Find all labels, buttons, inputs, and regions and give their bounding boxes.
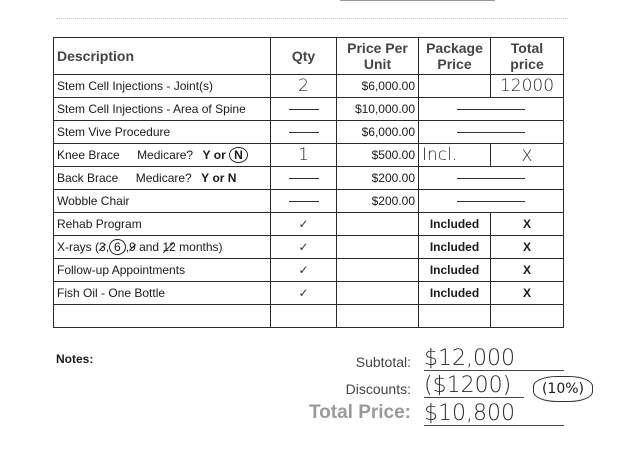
price-table <box>53 37 564 328</box>
dotted-rule <box>56 18 568 19</box>
table-header-row <box>54 38 564 75</box>
row-qty[interactable]: 2 <box>271 75 337 98</box>
medicare-no-circled[interactable]: N <box>229 147 248 163</box>
row-description: Stem Cell Injections - Area of Spine <box>54 98 271 121</box>
row-qty-check[interactable]: ✓ <box>271 213 337 236</box>
total-price-value[interactable]: $10,800 <box>424 403 564 426</box>
row-total: X <box>491 213 564 236</box>
row-package: Included <box>419 213 491 236</box>
discounts-value[interactable]: ($1200) <box>424 375 524 398</box>
row-description <box>54 144 271 167</box>
table-row <box>54 190 564 213</box>
row-qty-check[interactable]: ✓ <box>271 236 337 259</box>
item-name: Knee Brace <box>57 148 120 162</box>
table-row <box>54 121 564 144</box>
qty-dash <box>289 132 319 133</box>
qty-dash <box>289 109 319 110</box>
xray-6-circled[interactable]: 6 <box>109 239 126 255</box>
row-qty[interactable] <box>271 98 337 121</box>
row-price <box>337 282 419 305</box>
row-price <box>337 236 419 259</box>
header-total-price: Total price <box>491 38 564 75</box>
row-package[interactable] <box>419 75 491 98</box>
row-package-total[interactable] <box>419 167 564 190</box>
row-price: $500.00 <box>337 144 419 167</box>
row-package-total[interactable] <box>419 190 564 213</box>
row-package-total[interactable] <box>419 98 564 121</box>
header-qty: Qty <box>271 38 337 75</box>
row-total: X <box>491 236 564 259</box>
discount-percent[interactable]: (10%) <box>533 376 593 402</box>
row-price: $6,000.00 <box>337 75 419 98</box>
row-total: X <box>491 259 564 282</box>
row-package[interactable]: Incl. <box>419 144 491 167</box>
row-description: Stem Cell Injections - Joint(s) <box>54 75 271 98</box>
total-dash <box>457 178 525 179</box>
table-row <box>54 213 564 236</box>
header-price-per-unit: Price Per Unit <box>337 38 419 75</box>
xray-text-c: months) <box>175 240 223 254</box>
row-total: X <box>491 282 564 305</box>
row-price: $6,000.00 <box>337 121 419 144</box>
item-name: Back Brace <box>57 171 119 185</box>
row-description <box>54 167 271 190</box>
row-total[interactable]: X <box>491 144 564 167</box>
row-package-total[interactable] <box>419 121 564 144</box>
table-row <box>54 167 564 190</box>
total-dash <box>457 132 525 133</box>
row-package: Included <box>419 236 491 259</box>
row-description: Rehab Program <box>54 213 271 236</box>
medicare-yes[interactable]: Y <box>201 171 210 185</box>
row-description: Fish Oil - One Bottle <box>54 282 271 305</box>
row-price: $10,000.00 <box>337 98 419 121</box>
row-price <box>337 259 419 282</box>
row-qty[interactable] <box>271 121 337 144</box>
row-price: $200.00 <box>337 190 419 213</box>
header-description: Description <box>54 38 271 75</box>
row-description: Follow-up Appointments <box>54 259 271 282</box>
subtotal-value[interactable]: $12,000 <box>424 348 564 371</box>
row-price <box>337 213 419 236</box>
row-package: Included <box>419 282 491 305</box>
table-row <box>54 236 564 259</box>
medicare-label: Medicare? <box>137 148 194 162</box>
xray-text-a: X-rays ( <box>57 240 99 254</box>
medicare-or: or <box>212 171 225 185</box>
row-qty-check[interactable]: ✓ <box>271 282 337 305</box>
medicare-label: Medicare? <box>135 171 192 185</box>
header-package-price: Package Price <box>419 38 491 75</box>
row-qty[interactable] <box>271 190 337 213</box>
table-row <box>54 75 564 98</box>
medicare-yes[interactable]: Y <box>202 148 211 162</box>
row-qty[interactable]: 1 <box>271 144 337 167</box>
row-price: $200.00 <box>337 167 419 190</box>
top-rule <box>340 0 495 1</box>
row-qty-check[interactable]: ✓ <box>271 259 337 282</box>
table-row <box>54 144 564 167</box>
xray-3-crossed[interactable]: 3 <box>99 240 106 254</box>
total-dash <box>457 201 525 202</box>
medicare-or: or <box>213 148 226 162</box>
row-description: X-rays (3, 6 ,9 and 12 months) <box>54 236 271 259</box>
xray-12-crossed[interactable]: 12 <box>162 240 176 254</box>
table-row <box>54 259 564 282</box>
qty-dash <box>289 201 319 202</box>
row-qty[interactable] <box>271 167 337 190</box>
total-dash <box>457 109 525 110</box>
row-package: Included <box>419 259 491 282</box>
row-description: Wobble Chair <box>54 190 271 213</box>
xray-9-crossed[interactable]: 9 <box>129 240 136 254</box>
table-row <box>54 98 564 121</box>
medicare-no[interactable]: N <box>227 171 237 185</box>
subtotal-label: Subtotal: <box>355 354 411 370</box>
notes-label: Notes: <box>56 352 94 366</box>
row-description: Stem Vive Procedure <box>54 121 271 144</box>
row-total[interactable]: 12000 <box>491 75 564 98</box>
discounts-label: Discounts: <box>345 381 411 397</box>
qty-dash <box>289 178 319 179</box>
table-row <box>54 282 564 305</box>
total-price-label: Total Price: <box>308 402 411 423</box>
table-row-empty <box>54 305 564 328</box>
xray-text-b: and <box>135 240 163 254</box>
